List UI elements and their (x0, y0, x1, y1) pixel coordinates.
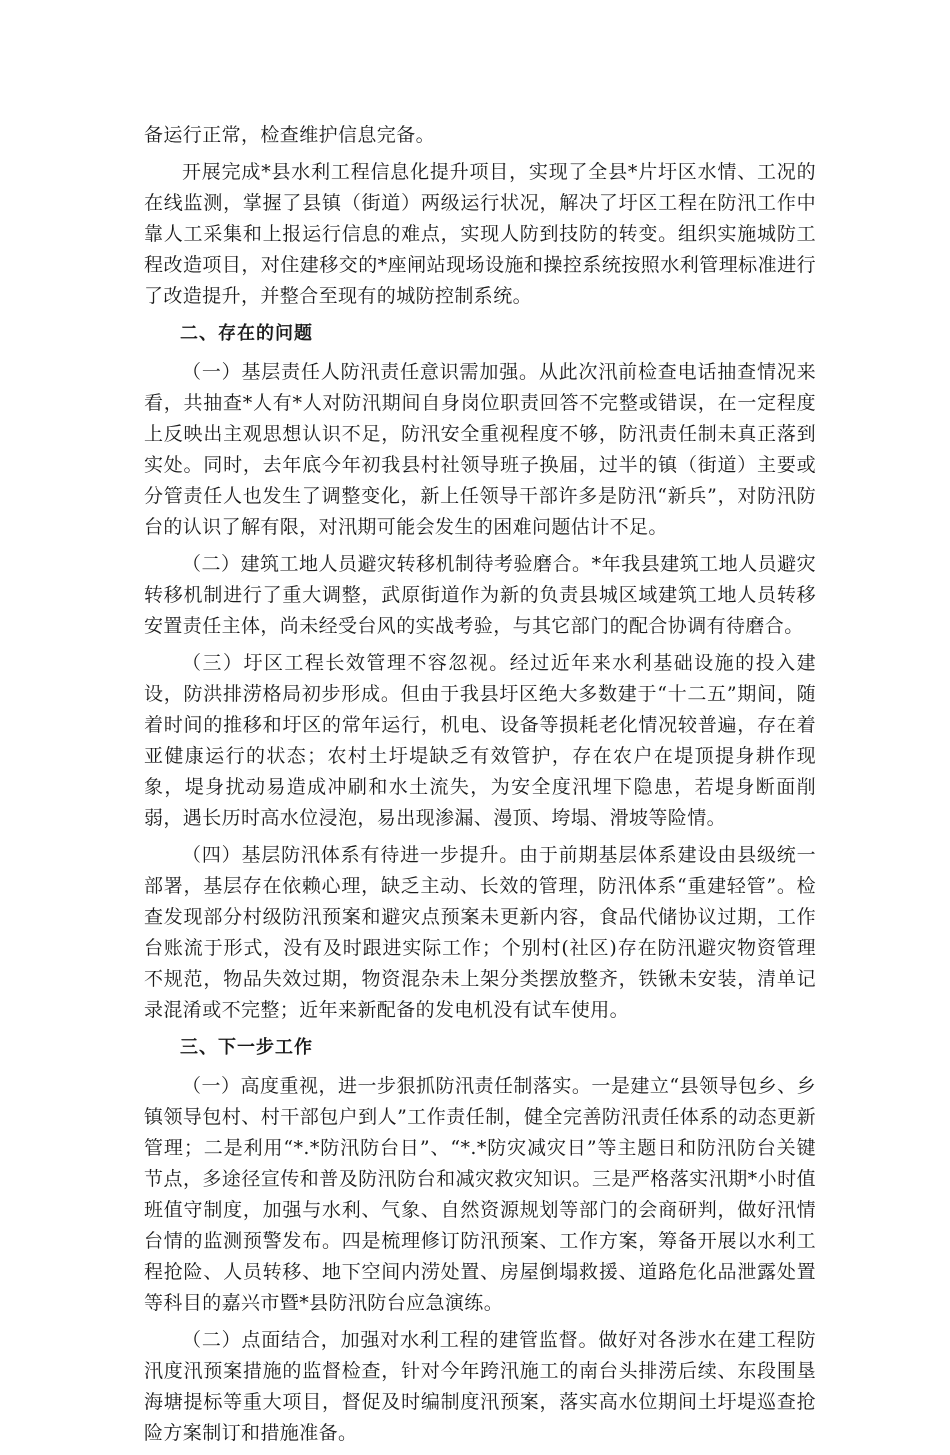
paragraph-problem-2: （二）建筑工地人员避灾转移机制待考验磨合。*年我县建筑工地人员避灾转移机制进行了重大调整，武原街道作为新的负责县城区域建筑工地人员转移安置责任主体，尚未经受台风的实战考验，与其它部门的配合协调有待磨合。 (144, 553, 816, 637)
paragraph-equipment-status: 备运行正常，检查维护信息完备。 (144, 124, 436, 146)
paragraph-informatization: 开展完成*县水利工程信息化提升项目，实现了全县*片圩区水情、工况的在线监测，掌握了县镇（街道）两级运行状况，解决了圩区工程在防汛工作中靠人工采集和上报运行信息的难点，实现人防到技防的转变。组织实施城防工程改造项目，对住建移交的*座闸站现场设施和操控系统按照水利管理标准进行了改造提升，并整合至现有的城防控制系统。 (144, 161, 816, 307)
document-page (144, 120, 816, 1455)
paragraph-problem-1: （一）基层责任人防汛责任意识需加强。从此次汛前检查电话抽查情况来看，共抽查*人有*人对防汛期间自身岗位职责回答不完整或错误，在一定程度上反映出主观思想认识不足，防汛安全重视程度不够，防汛责任制未真正落到实处。同时，去年底今年初我县村社领导班子换届，过半的镇（街道）主要或分管责任人也发生了调整变化，新上任领导干部许多是防汛“新兵”，对防汛防台的认识了解有限，对汛期可能会发生的困难问题估计不足。 (144, 361, 816, 538)
paragraph-next-step-2: （二）点面结合，加强对水利工程的建管监督。做好对各涉水在建工程防汛度汛预案措施的监督检查，针对今年跨汛施工的南台头排涝后续、东段围垦海塘提标等重大项目，督促及时编制度汛预案，落实高水位期间土圩堤巡查抢险方案制订和措施准备。 (144, 1329, 816, 1444)
paragraph-problem-4: （四）基层防汛体系有待进一步提升。由于前期基层体系建设由县级统一部署，基层存在依赖心理，缺乏主动、长效的管理，防汛体系“重建轻管”。检查发现部分村级防汛预案和避灾点预案未更新内容，食品代储协议过期，工作台账流于形式，没有及时跟进实际工作；个别村(社区)存在防汛避灾物资管理不规范，物品失效过期，物资混杂未上架分类摆放整齐，铁锹未安装，清单记录混淆或不完整；近年来新配备的发电机没有试车使用。 (144, 844, 816, 1021)
section-heading-problems: 二、存在的问题 (180, 323, 313, 344)
section-heading-next-steps: 三、下一步工作 (180, 1037, 313, 1058)
paragraph-problem-3: （三）圩区工程长效管理不容忽视。经过近年来水利基础设施的投入建设，防洪排涝格局初步形成。但由于我县圩区绝大多数建于“十二五”期间，随着时间的推移和圩区的常年运行，机电、设备等损耗老化情况较普遍，存在着亚健康运行的状态；农村土圩堤缺乏有效管护，存在农户在堤顶提身耕作现象，堤身扰动易造成冲刷和水土流失，为安全度汛埋下隐患，若堤身断面削弱，遇长历时高水位浸泡，易出现渗漏、漫顶、垮塌、滑坡等险情。 (144, 652, 816, 829)
paragraph-next-step-1: （一）高度重视，进一步狠抓防汛责任制落实。一是建立“县领导包乡、乡镇领导包村、村干部包户到人”工作责任制，健全完善防汛责任体系的动态更新管理；二是利用“*.*防汛防台日”、“*.*防灾减灾日”等主题日和防汛防台关键节点，多途径宣传和普及防汛防台和减灾救灾知识。三是严格落实汛期*小时值班值守制度，加强与水利、气象、自然资源规划等部门的会商研判，做好汛情台情的监测预警发布。四是梳理修订防汛预案、工作方案，筹备开展以水利工程抢险、人员转移、地下空间内涝处置、房屋倒塌救援、道路危化品泄露处置等科目的嘉兴市暨*县防汛防台应急演练。 (144, 1075, 816, 1314)
